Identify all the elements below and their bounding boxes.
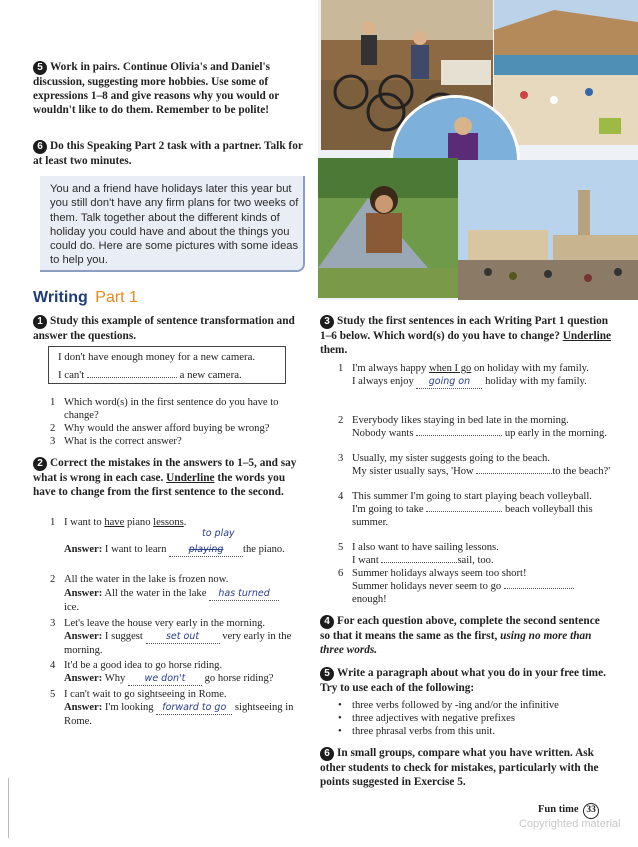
page-number: 33 bbox=[583, 803, 599, 819]
exercise-number: 4 bbox=[320, 615, 334, 629]
answer-line: Answer: I want to learn playing the piano. bbox=[64, 544, 285, 555]
writing-part: Part 1 bbox=[95, 289, 138, 306]
speaking-exercise-5 bbox=[33, 60, 308, 117]
writing-exercise-3: 3 Study the first sentences in each Writing Part 1 question 1–6 below. Which word(s) do you have to change? Underline them. bbox=[320, 315, 612, 356]
writing-exercise-5: 5 Write a paragraph about what you do in your free time. Try to use each of the following: bbox=[320, 667, 606, 694]
example-sentence-2: I can't a new camera. bbox=[58, 369, 242, 381]
beach-photo bbox=[494, 0, 638, 145]
photo-collage bbox=[318, 0, 638, 300]
writing-heading bbox=[33, 288, 138, 308]
speaking-task-text: You and a friend have holidays later this year but you still don't have any firm plans for two weeks of them. Talk together about the different kinds of holiday you could have and about the things you could do. Here are some pictures with some ideas to help you. bbox=[50, 183, 299, 267]
answer-line: Answer: I suggest set out very early in the morning. bbox=[64, 631, 292, 656]
exercise-number: 2 bbox=[33, 457, 47, 471]
answer-line: Answer: All the water in the lake has turned ice. bbox=[64, 587, 310, 614]
exercise-number: 1 bbox=[33, 315, 47, 329]
writing-exercise-1 bbox=[33, 314, 308, 343]
writing-exercise-2: 2 Correct the mistakes in the answers to 1–5, and say what is wrong in each case. Underline the words you have to change from the first sentence to the second. bbox=[33, 457, 297, 498]
example-box bbox=[48, 346, 286, 384]
writing-title: Writing bbox=[33, 289, 88, 306]
venice-photo bbox=[458, 160, 638, 300]
exercise-number: 5 bbox=[33, 61, 47, 75]
writing-exercise-4: 4 For each question above, complete the second sentence so that it means the same as the first, using no more than three words. bbox=[320, 615, 600, 656]
exercise-number: 3 bbox=[320, 315, 334, 329]
exercise-number: 6 bbox=[320, 747, 334, 761]
page-footer bbox=[538, 803, 599, 819]
speaking-task-box bbox=[40, 176, 305, 272]
camping-photo bbox=[318, 158, 458, 298]
writing-exercise-6: 6 In small groups, compare what you have written. Ask other students to check for mistakes, particularly with the points suggested in Exercise 5. bbox=[320, 747, 599, 788]
example-sentence-1: I don't have enough money for a new camera. bbox=[58, 351, 256, 363]
exercise-number: 5 bbox=[320, 667, 334, 681]
exercise-number: 6 bbox=[33, 140, 47, 154]
section-name: Fun time bbox=[538, 804, 579, 815]
answer-line: Answer: I'm looking forward to go sightseeing in Rome. bbox=[64, 702, 294, 727]
watermark: Copyrighted material bbox=[519, 818, 621, 830]
speaking-exercise-6 bbox=[33, 139, 308, 168]
exercise-instruction: Work in pairs. Continue Olivia's and Daniel's discussion, suggesting more hobbies. Use some of expressions 1–8 and give reasons why you would or wouldn't like to do them. Remember to be polite! bbox=[33, 61, 280, 116]
exercise-instruction: Do this Speaking Part 2 task with a partner. Talk for at least two minutes. bbox=[33, 140, 303, 167]
margin-rule bbox=[8, 778, 9, 838]
answer-line: Answer: Why we don't go horse riding? bbox=[64, 673, 274, 684]
handwritten-correction: to play bbox=[202, 528, 235, 539]
exercise-instruction: Study this example of sentence transformation and answer the questions. bbox=[33, 315, 295, 342]
